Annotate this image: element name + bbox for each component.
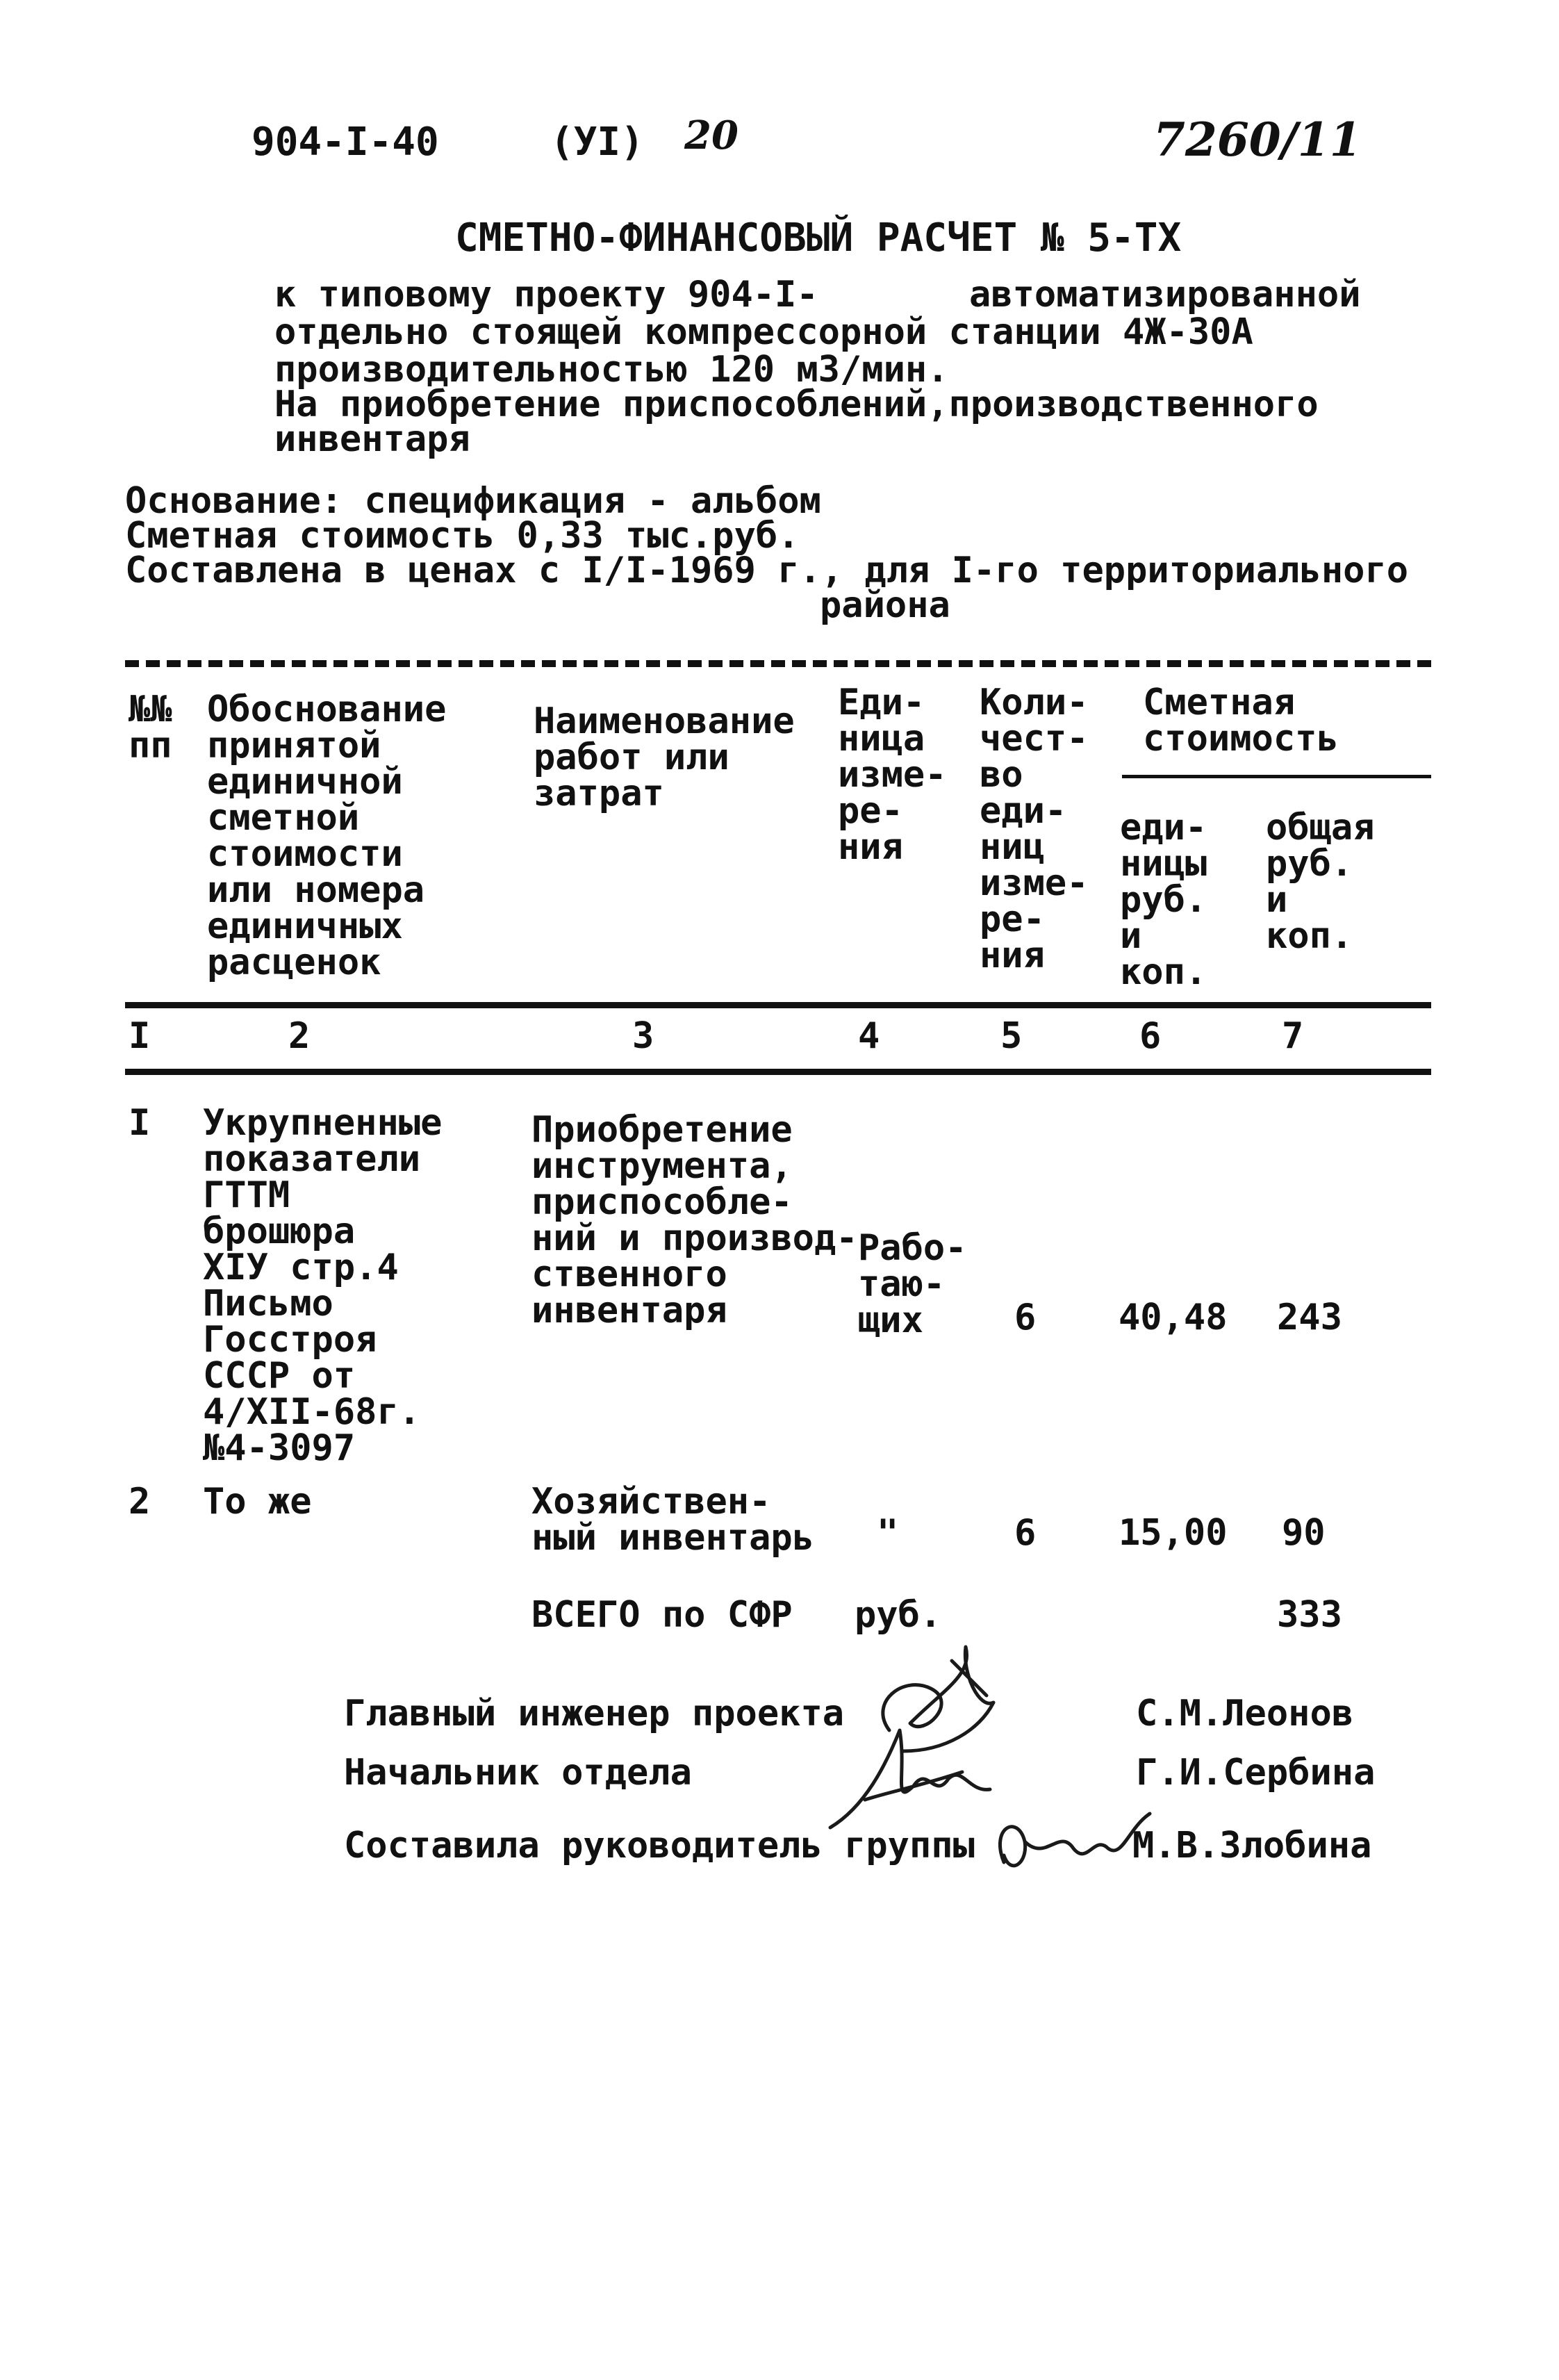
row2-total: 90	[1282, 1512, 1326, 1554]
total-value: 333	[1277, 1594, 1342, 1636]
signature-name-1: С.М.Леонов	[1136, 1693, 1354, 1734]
row1-total: 243	[1277, 1297, 1342, 1338]
header-col-qty: Коли- чест- во еди- ниц изме- ре- ния	[980, 682, 1089, 976]
handwritten-signature-2	[823, 1723, 1004, 1841]
column-number-bottom-border	[125, 1069, 1431, 1075]
basis-line1: Основание: спецификация - альбом	[125, 480, 821, 522]
header-col-cost-group: Сметная стоимость	[1143, 682, 1339, 760]
signature-name-2: Г.И.Сербина	[1136, 1752, 1376, 1794]
signature-role-1: Главный инженер проекта	[344, 1693, 845, 1734]
row1-basis: Укрупненные показатели ГТТМ брошюра ХIУ стр.4 Письмо Госстроя СССР от 4/ХII-68г. №4-3097	[203, 1102, 443, 1469]
header-col-unit: Еди- ница изме- ре- ния	[838, 682, 947, 868]
subtitle-line4: На приобретение приспособлений,производственного	[274, 384, 1319, 425]
document-title: СМЕТНО-ФИНАНСОВЫЙ РАСЧЕТ № 5-ТХ	[455, 215, 1182, 261]
subtitle-line1-right: автоматизированной	[969, 274, 1361, 315]
row2-basis: То же	[203, 1481, 312, 1523]
table-top-border	[125, 660, 1431, 667]
row1-number: I	[129, 1102, 151, 1144]
project-code: 904-I-40	[251, 120, 439, 165]
signature-role-2: Начальник отдела	[344, 1752, 692, 1794]
row2-number: 2	[129, 1481, 151, 1523]
row2-name: Хозяйствен- ный инвентарь	[531, 1481, 814, 1559]
volume-number: (УI)	[550, 120, 644, 165]
archive-number: 7260/11	[1153, 113, 1362, 167]
signature-role-3: Составила руководитель группы	[344, 1825, 975, 1866]
row1-unit: Рабо- таю- щих	[858, 1227, 967, 1341]
signature-name-3: М.В.Злобина	[1132, 1825, 1372, 1866]
subtitle-line3: производительностью 120 м3/мин.	[274, 349, 949, 391]
header-col-basis: Обоснование принятой единичной сметной стоимости или номера единичных расценок	[207, 689, 447, 983]
header-sub-divider	[1122, 775, 1431, 778]
header-col-name: Наименование работ или затрат	[534, 700, 795, 814]
column-number-5: 5	[1000, 1015, 1023, 1057]
header-col-unit-price: еди- ницы руб. и коп.	[1120, 807, 1207, 993]
basis-line4: района	[820, 584, 950, 626]
column-number-3: 3	[632, 1015, 654, 1057]
column-number-1: I	[129, 1015, 151, 1057]
basis-line3: Составлена в ценах с I/I-1969 г., для I-го территориального	[125, 550, 1409, 591]
row2-unit: "	[877, 1512, 899, 1554]
row1-qty: 6	[1014, 1297, 1037, 1338]
column-number-4: 4	[858, 1015, 880, 1057]
row1-name: Приобретение инструмента, приспособле- ний и производ- ственного инвентаря	[531, 1109, 858, 1331]
header-col-num: №№ пп	[129, 689, 172, 766]
column-number-6: 6	[1139, 1015, 1162, 1057]
row2-unit-price: 15,00	[1119, 1512, 1228, 1554]
subtitle-line1-left: к типовому проекту 904-I-	[274, 274, 818, 315]
basis-line2: Сметная стоимость 0,33 тыс.руб.	[125, 515, 800, 557]
header-bottom-border	[125, 1002, 1431, 1008]
column-number-2: 2	[288, 1015, 311, 1057]
total-label: ВСЕГО по СФР	[531, 1594, 793, 1636]
page-number: 20	[684, 113, 739, 158]
subtitle-line2: отдельно стоящей компрессорной станции 4Ж-30А	[274, 311, 1253, 353]
row2-qty: 6	[1014, 1512, 1037, 1554]
header-col-total: общая руб. и коп.	[1266, 807, 1375, 957]
column-number-7: 7	[1282, 1015, 1304, 1057]
total-unit: руб.	[855, 1594, 942, 1636]
row1-unit-price: 40,48	[1119, 1297, 1228, 1338]
handwritten-signature-3	[990, 1800, 1171, 1883]
subtitle-line5: инвентаря	[274, 418, 470, 460]
